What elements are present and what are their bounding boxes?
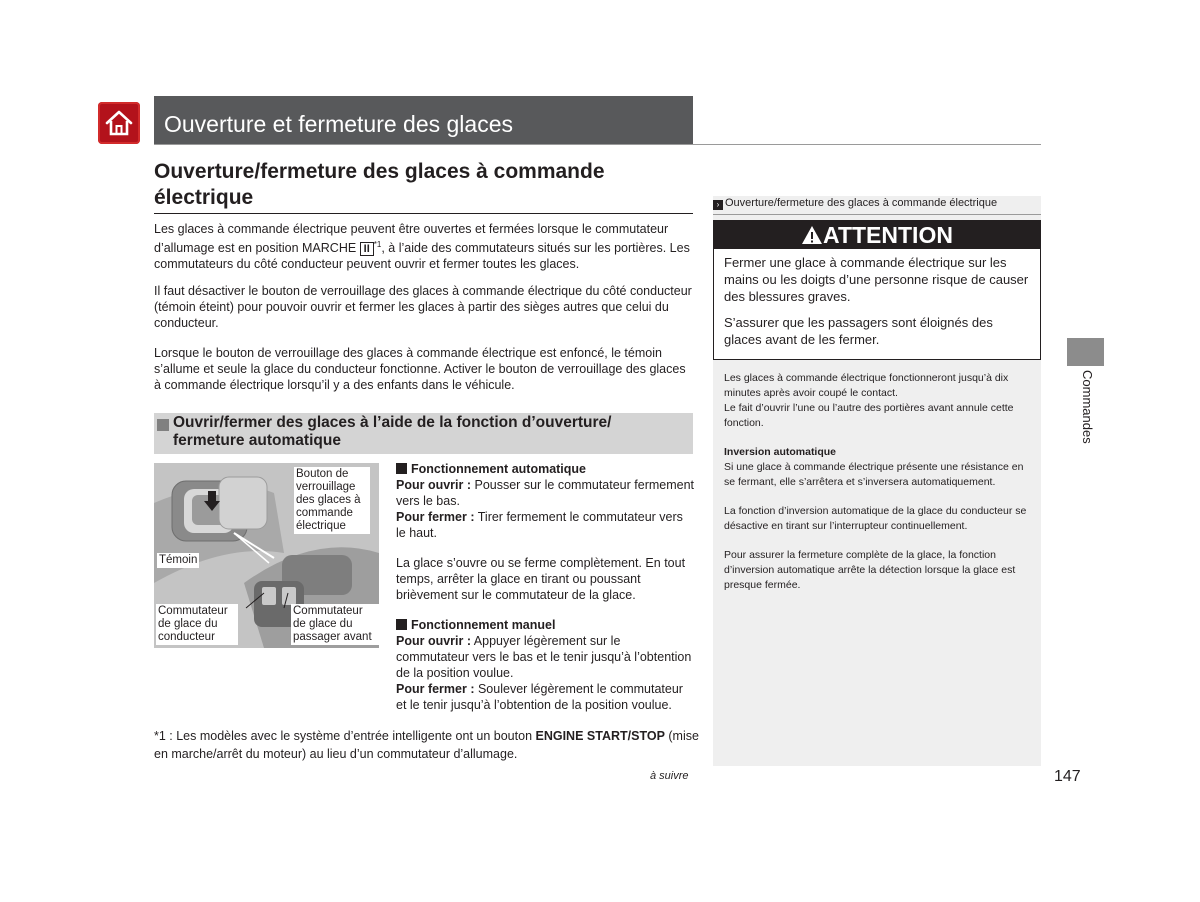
reverse-heading: Inversion automatique (724, 446, 837, 458)
engine-button-name: ENGINE START/STOP (535, 729, 665, 743)
attention-paragraph-1: Fermer une glace à commande électrique sur les mains ou les doigts d’une personne risque de causer des blessures graves. (724, 255, 1029, 304)
auto-open-label: Pour ouvrir : (396, 478, 472, 492)
attention-title: ATTENTION (823, 222, 953, 248)
bullet-square-icon (396, 463, 407, 474)
chapter-title: Ouverture et fermeture des glaces (164, 111, 513, 137)
chapter-thumb-tab[interactable] (1067, 338, 1104, 366)
home-icon[interactable] (98, 102, 140, 144)
footnote (154, 727, 699, 763)
subsection-title: Ouvrir/fermer des glaces à l’aide de la fonction d’ouverture/ fermeture automatique (173, 414, 612, 449)
manual-open-label: Pour ouvrir : (396, 634, 472, 648)
note-full-close: Pour assurer la fermeture complète de la glace, la fonction d’inversion automatique arrête la détection lorsque la glace est presque fermée. (724, 549, 1016, 591)
footnote-ref: *1 (373, 240, 382, 249)
auto-heading: Fonctionnement automatique (411, 462, 586, 476)
intro-text-b: , à l’aide des commutateurs situés sur les portières. Les commutateurs du côté conducteur peuvent ouvrir et fermer toutes les glaces. (154, 241, 690, 272)
intro-paragraph (154, 221, 694, 272)
continued-label: à suivre (650, 770, 689, 782)
reference-arrow-icon: › (713, 200, 723, 210)
manual-close-label: Pour fermer : (396, 682, 475, 696)
auto-close-label: Pour fermer : (396, 510, 475, 524)
manual-close-text: Soulever légèrement le commutateur et le tenir jusqu’à l’obtention de la position voulue. (396, 682, 683, 712)
intro-text-a: Les glaces à commande électrique peuvent être ouvertes et fermées lorsque le commutateur d’allumage est en position MARCHE (154, 222, 669, 256)
lock-disable-paragraph: Il faut désactiver le bouton de verrouillage des glaces à commande électrique du côté conducteur (témoin éteint) pour pouvoir ouvrir et fermer les glaces à partir des sièges autres que celui du conducteur. (154, 284, 692, 330)
manual-heading: Fonctionnement manuel (411, 618, 556, 632)
ignition-position-key: II (360, 242, 374, 256)
attention-text (724, 254, 1032, 357)
passenger-switch-callout: Commutateur de glace du passager avant (291, 604, 379, 645)
footnote-prefix: *1 : Les modèles avec le système d’entrée intelligente ont un bouton (154, 729, 536, 743)
driver-switch-callout: Commutateur de glace du conducteur (156, 604, 238, 645)
section-title: Ouverture/fermeture des glaces à commande électrique (154, 160, 605, 209)
chapter-tab-text: Commandes (1080, 370, 1095, 444)
lock-button-callout: Bouton de verrouillage des glaces à commande électrique (294, 467, 370, 534)
reverse-text: Si une glace à commande électrique présente une résistance en se fermant, elle s’arrêtera et s’inversera automatiquement. (724, 461, 1024, 488)
note-driver-reverse: La fonction d’inversion automatique de la glace du conducteur se désactive en tirant sur l’interrupteur continuellement. (724, 505, 1027, 532)
page-number: 147 (1054, 768, 1081, 785)
auto-close-text: Tirer fermement le commutateur vers le haut. (396, 510, 683, 540)
chapter-tab-label (1063, 370, 1103, 460)
indicator-callout: Témoin (159, 554, 198, 566)
header-divider (154, 144, 1041, 145)
subsection-square-icon (157, 419, 169, 431)
lock-enable-paragraph: Lorsque le bouton de verrouillage des glaces à commande électrique est enfoncé, le témoin s’allume et seule la glace du conducteur fonctionne. Activer le bouton de verrouillage des glaces à commande électrique lorsqu’il y a des enfants dans le véhicule. (154, 346, 686, 392)
section-divider (154, 213, 693, 214)
bullet-square-icon (396, 619, 407, 630)
window-switch-illustration (154, 463, 379, 648)
note-timer: Les glaces à commande électrique fonctionneront jusqu’à dix minutes après avoir coupé le contact. (724, 372, 1009, 399)
auto-open-text: Pousser sur le commutateur fermement vers le bas. (396, 478, 695, 508)
note-timer-cancel: Le fait d’ouvrir l’une ou l’autre des portières avant annule cette fonction. (724, 402, 1014, 429)
manual-open-text: Appuyer légèrement sur le commutateur vers le bas et le tenir jusqu’à l’obtention de la position voulue. (396, 634, 692, 680)
operation-instructions (396, 461, 696, 713)
attention-header (714, 221, 1040, 249)
auto-note: La glace s’ouvre ou se ferme complètement. En tout temps, arrêter la glace en tirant ou poussant brièvement sur le commutateur de la glace. (396, 556, 686, 602)
sidebar-reference-text: Ouverture/fermeture des glaces à commande électrique (725, 197, 998, 209)
footnote-suffix: (mise en marche/arrêt du moteur) au lieu d’un commutateur d’allumage. (154, 729, 699, 761)
attention-paragraph-2: S’assurer que les passagers sont éloignés des glaces avant de les fermer. (724, 315, 993, 347)
sidebar-reference[interactable] (713, 196, 1041, 215)
warning-triangle-icon (801, 225, 823, 245)
sidebar-notes (724, 371, 1030, 607)
